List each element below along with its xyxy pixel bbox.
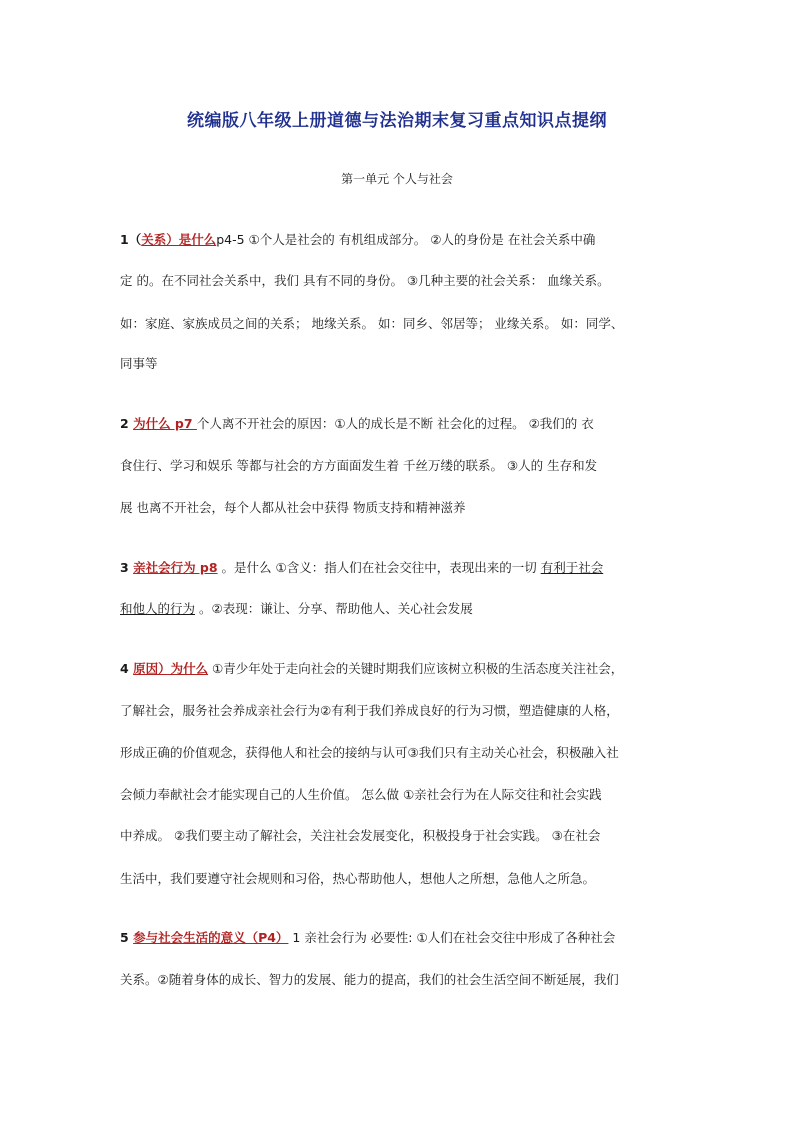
item-1-line-2: 定 的。在不同社会关系中，我们 具有不同的身份。 ③几种主要的社会关系： 血缘关系。 [120,273,610,288]
item-2-keyword: 为什么 p7 [133,416,197,431]
item-3-underlined-text-2: 和他人的行为 [120,601,196,616]
item-3-text: 。是什么 ①含义：指人们在社会交往中，表现出来的一切 [217,560,541,575]
item-3-number: 3 [120,560,134,575]
item-2-line-1 [120,414,690,434]
item-2-number: 2 [120,416,134,431]
item-1-keyword: 关系）是什么 [141,232,217,247]
item-4-line-5: 中养成。 ②我们要主动了解社会，关注社会发展变化，积极投身于社会实践。 ③在社会 [120,828,601,843]
item-3-line-2 [120,599,690,619]
item-5-number: 5 [120,930,134,945]
item-1-line-3: 如：家庭、家族成员之间的关系； 地缘关系。 如：同乡、邻居等； 业缘关系。 如：同学、 [120,316,624,331]
item-4-line-4: 会倾力奉献社会才能实现自己的人生价值。 怎么做 ①亲社会行为在人际交往和社会实践 [120,787,602,802]
item-4-text: ①青少年处于走向社会的关键时期我们应该树立积极的生活态度关注社会， [208,661,624,676]
item-1-text: p4-5 ①个人是社会的 有机组成部分。 ②人的身份是 在社会关系中确 [216,232,596,247]
item-5-keyword: 参与社会生活的意义（P4） [133,930,289,945]
item-1-line-4: 同事等 [120,356,158,371]
item-2-line-3: 展 也离不开社会，每个人都从社会中获得 物质支持和精神滋养 [120,500,466,515]
item-4-line-6: 生活中，我们要遵守社会规则和习俗，热心帮助他人，想他人之所想，急他人之所急。 [120,871,596,886]
item-4-line-1 [120,659,690,679]
item-5-line-2: 关系。②随着身体的成长、智力的发展、能力的提高，我们的社会生活空间不断延展，我们 [120,972,619,987]
item-3-underlined-text: 有利于社会 [540,560,604,575]
item-5-text: 1 亲社会行为 必要性: ①人们在社会交往中形成了各种社会 [288,930,616,945]
item-2-line-2: 食住行、学习和娱乐 等都与社会的方方面面发生着 千丝万缕的联系。 ③人的 生存和发 [120,458,598,473]
item-5-line-1 [120,928,690,948]
item-1-line-1 [120,230,690,250]
item-4-number: 4 [120,661,134,676]
item-3-text-2: 。②表现：谦让、分享、帮助他人、关心社会发展 [195,601,473,616]
item-3-line-1 [120,558,690,578]
item-4-line-2: 了解社会，服务社会养成亲社会行为②有利于我们养成良好的行为习惯，塑造健康的人格， [120,703,619,718]
item-1-number: 1（ [120,232,142,247]
item-2-text: 个人离不开社会的原因：①人的成长是不断 社会化的过程。 ②我们的 衣 [196,416,594,431]
item-3-keyword: 亲社会行为 p8 [133,560,218,575]
document-title: 统编版八年级上册道德与法治期末复习重点知识点提纲 [187,111,607,131]
item-4-keyword: 原因）为什么 [133,661,209,676]
unit-heading: 第一单元 个人与社会 [341,172,453,186]
item-4-line-3: 形成正确的价值观念，获得他人和社会的接纳与认可③我们只有主动关心社会，积极融入社 [120,745,619,760]
